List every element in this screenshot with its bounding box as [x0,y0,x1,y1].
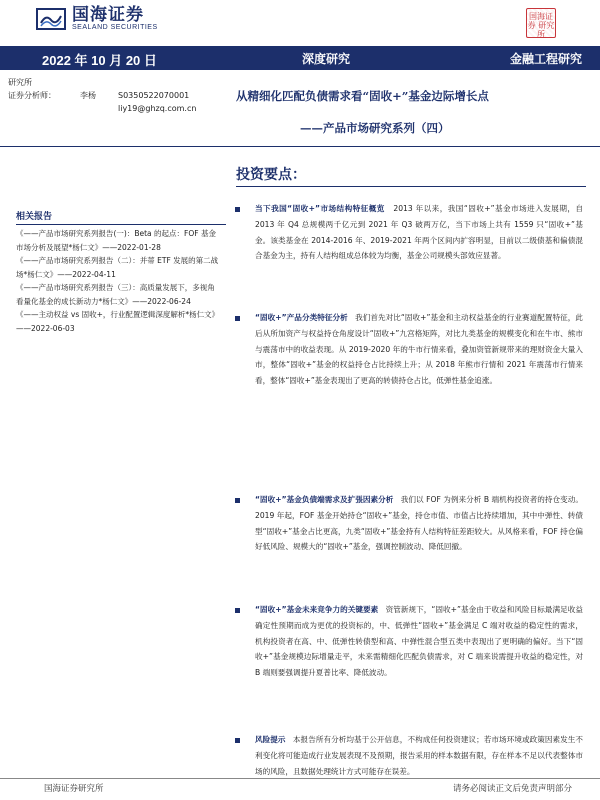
footer-divider [0,778,600,779]
key-point-heading: “固收+”基金负债端需求及扩張因素分析 [255,495,394,504]
key-point-item [233,310,583,484]
report-department: 金融工程研究 [509,52,582,66]
bullet-square-icon [235,207,240,212]
related-report-item[interactable]: 《——主动权益 vs 固收+，行业配置逻辑深度解析*杨仁文》——2022-06-03 [16,310,220,333]
key-points-title: 投资要点： [236,167,306,183]
institute-seal: 国海证券 研究所 [526,8,556,38]
logo-chinese-name: 国海证券 [72,5,144,25]
analyst-block [8,76,196,115]
header-band [0,46,600,70]
key-point-body: 我们首先对比“固收+”基金和主动权益基金的行业赛道配置特征，此后从所加资产与权益持仓角度设计“固收+”九宫格矩阵，对比九类基金的规模变化和在牛市、熊市与震荡市中的收益表现。从 2019-2020 年的牛市行情来看，叠加资管新规带来的理财资金大量入市，整体“固收+”基金的权益持仓占比持续上升；从 2018 年熊市行情和 2021 年震荡市行情来看，整体“固收+”基金表现出了更高的转债持仓占比，低弹性基金追涨。 [255,313,584,386]
key-point-body: 我们以 FOF 为例来分析 B 端机构投资者的持仓变动。2019 年起，FOF 基金开始持仓“固收+”基金，持仓市值、市值占比持续增加，其中中弹性、转债型“固收+”基金占比更高，九类“固收+”基金持有人结构特征差距较大。从风格来看，FOF 持仓偏好低风险、规模大的“固收+”基金，强调控制波动、降低回撤。 [255,495,583,552]
key-point-heading: 当下我国“固收+”市场结构特征概览 [255,204,385,213]
bullet-square-icon [235,608,240,613]
analyst-role-label: 证券分析师： [8,91,56,100]
key-points-divider [236,186,586,187]
related-reports-heading: 相关报告 [16,212,53,222]
related-reports-list [16,227,222,335]
analyst-license: S0350522070001 [118,91,190,100]
risk-warning-body: 本报告所有分析均基于公开信息，不构成任何投资建议；若市场环境或政策因素发生不利变化将可能造成行业发展表现不及预期，报告采用的样本数据有限，存在样本不足以代表整体市场的风险，且数据处理统计方式可能存在误差。 [255,735,584,776]
footer-disclaimer: 请务必阅读正文后免责声明部分 [452,784,572,794]
key-point-body: 2013 年以来，我国“固收+”基金市场进入发展期，自 2013 年 Q4 总规模两千亿元到 2021 年 Q3 破两万亿，当下市场上共有 1559 只“固收+”基金。该类基金在 2014-2016 年、2019-2021 年两个区间内扩容明显，目前以二级债基和偏债混合基金为主，持有人结构组成总体较为均衡，基金公司规模头部效应显著。 [255,204,584,261]
company-logo [36,6,158,32]
report-subtitle: ——产品市场研究系列（四） [300,121,450,135]
related-report-item[interactable]: 《——产品市场研究系列报告（二）：并蒂 ETF 发展的第二战场*杨仁文》——2022-04-11 [16,256,219,279]
key-points-list [233,201,583,779]
report-date: 2022 年 10 月 20 日 [42,53,157,68]
related-report-item[interactable]: 《——产品市场研究系列报告（三）：高质量发展下，多视角看量化基金的成长新动力*杨仁文》——2022-06-24 [16,283,215,306]
analyst-email[interactable]: liy19@ghzq.com.cn [118,104,197,113]
logo-english-name: SEALAND SECURITIES [72,24,158,31]
report-type: 深度研究 [302,52,351,66]
key-point-heading: “固收+”产品分类特征分析 [255,313,348,322]
key-point-item [233,201,583,302]
header-divider [0,146,600,147]
bullet-square-icon [235,316,240,321]
related-report-item[interactable]: 《——产品市场研究系列报告(一)：Beta 的起点：FOF 基金市场分析及展望*杨仁文》——2022-01-28 [16,229,216,252]
analyst-name: 李杨 [80,91,96,100]
key-point-item [233,492,583,594]
dept-label: 研究所 [8,78,32,87]
report-title: 从精细化匹配负债需求看“固收+”基金边际增长点 [236,89,489,103]
bullet-square-icon [235,498,240,503]
footer-institute: 国海证券研究所 [44,784,104,794]
logo-mark-icon [36,8,66,30]
bullet-square-icon [235,738,240,743]
sidebar-divider [16,224,226,225]
risk-warning-heading: 风险提示 [255,735,286,744]
key-point-heading: “固收+”基金未来竞争力的关键要素 [255,605,379,614]
key-point-body: 资管新规下，“固收+”基金由于收益和风险目标最满足收益确定性预期而成为更优的投资标的，中、低弹性“固收+”基金满足 C 端对收益的稳定性的需求，机构投资者在高、中、低弹性转债型和高、中弹性混合型五类中表现出了更明确的偏好。当下“固收+”基金规模边际增量走平，未来需精细化匹配负债需求，对 C 端来说需提升收益的稳定性，对 B 端则要强调提升夏普比率、降低波动。 [255,605,584,678]
key-point-item [233,732,583,779]
key-point-item [233,602,583,718]
